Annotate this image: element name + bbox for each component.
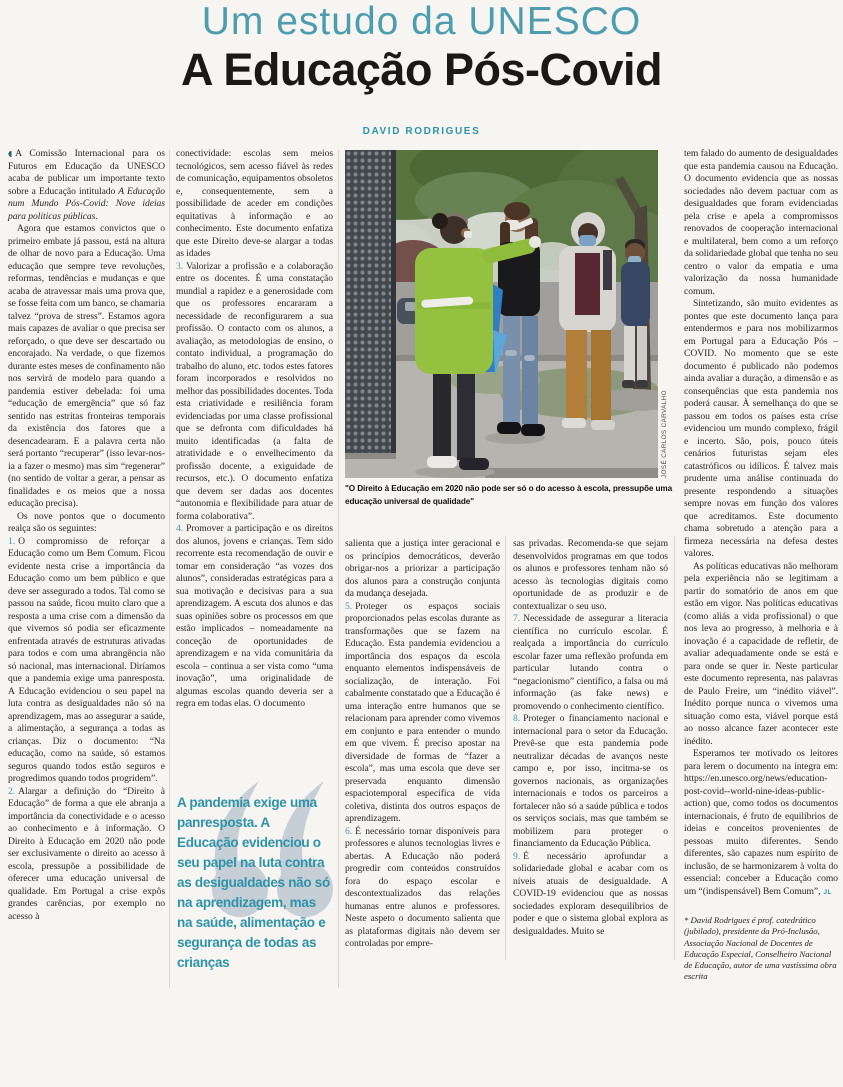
photo-caption: "O Direito à Educação em 2020 não pode ser só o do acesso à escola, pressupõe uma educação universal de qualidade" — [345, 484, 673, 506]
point-text: Proteger o financiamento nacional e internacional para o setor da Educação. Prevê-se que esta pandemia pode neutralizar décadas de avanços neste campo e, por isso, incitma-se os governos nacionais, as organizações internacionais e todos os parceiros a fortalecer não só a saúde pública e todos os serviços sociais, mas que também se mobilizem para proteger o financiamento da Educação Pública. — [513, 713, 668, 849]
author-footnote: * David Rodrigues é prof. catedrático (jubilado), presidente da Pró-Inclusão, Associação Nacional de Docentes de Educação Especial, Conselheiro Nacional de Educação, autor de uma vastíssima obra escrita — [684, 915, 837, 982]
point-text: O compromisso de reforçar a Educação como um Bem Comum. Ficou evidente nesta crise a importância da Educação como um bem público e que deve ser assegurado a todos. Tal como se passou na saúde, ficou muito claro que a resposta a uma crise com a dimensão da que vivemos só podia ser eficazmente enfrentada através de estruturas ativadas para todos e com uma abrangência não só nacional, mas internacional. Diríamos que a pandemia exige uma panresposta. A Educação evidenciou o seu papel na luta contra as desigualdades não só na aprendizagem, mas ao assegurar a saúde, a alimentação, a segurança a todas as crianças. Diz o documento: “Na educação, como na saúde, só estamos seguros quando todos estão seguros e progredimos quando todos progridem”. — [8, 535, 165, 784]
point-number: 6. — [345, 825, 353, 837]
point-text: Necessidade de assegurar a literacia científica no currículo escolar. É realçada a importância do currículo escolar fazer uma reflexão profunda em particular lutando contra o “negacionismo” científico, a falsa ou má informação (as fake news) e promovendo o conhecimento científico. — [513, 613, 668, 712]
text-column-5 — [684, 148, 838, 983]
point-number: 4. — [176, 523, 184, 534]
numbered-point — [8, 536, 165, 786]
numbered-point — [513, 613, 668, 713]
paragraph: As políticas educativas não melhoram pela experiência não se legitimam a partir do somatório de anos em que estão em vigor. Nas políticas educativas (como aliás a vida profissional) o que nos leva ao progresso, à melhoria e à inovação é a capacidade de refletir, de avaliar adequadamente onde se está e para onde se quer ir. Neste particular este documento representa, nas palavras de Paulo Freire, um “inédito viável”. Inédito porque nunca o vivemos uma situação como esta, viável porque está ao nosso alcance fazer acontecer este inédito. — [684, 560, 838, 747]
point-text: É necessário tornar disponíveis para professores e alunos tecnologias livres e abertas. A Educação não poderá progredir com conteúdos construídos fora do espaço escolar e descontextualizados das relações humanas entre alunos e professores. Neste aspeto o documento salienta que as plataformas digitais não devem ser controladas por empre- — [345, 825, 500, 949]
numbered-point — [513, 851, 668, 939]
point-text: É necessário aprofundar a solidariedade global e acabar com os níveis atuais de desigualdade. A COVID-19 evidenciou que as nossas sociedades exploram desequilíbrios de poder e que o sistema global explora as desigualdades. Muito se — [513, 850, 668, 937]
paragraph-text: Esperamos ter motivado os leitores para lerem o documento na íntegra em: https://en.unesco.org/news/education-post-covid--world-nine-ideas-public-action) que, como todos os documentos internacionais, é fruto de equilíbrios de ideias e conceitos provenientes de pessoas muito diferentes. Sendo diferentes, são capazes num espírito de inclusão, de se harmonizarem à volta do essencial: conceber a Educação como um “(indispensável) Bem Comum”, — [684, 748, 838, 897]
paragraph-text: A Comissão Internacional para os Futuros em Educação da UNESCO acaba de publicar um importante texto sobre a Educação intitulado — [8, 148, 165, 197]
point-text: Promover a participação e os direitos dos alunos, jovens e crianças. Tem sido recorrente esta recomendação de ouvir e tomar em consideração “as vozes dos alunos”, consideradas estratégicas para a sua motivação e decisivas para a sua aprendizagem. A escuta dos alunos e das suas opiniões sobre os processos em que estão implicados – nomeadamente na conceção de oportunidades de aprendizagem e na vida comunitária da escola – continua a ser vista como “uma inovação”, uma originalidade de algumas escolas quando deveria ser a regra em todas elas. O documento — [176, 523, 333, 709]
article-byline: DAVID RODRIGUES — [362, 126, 481, 137]
point-number: 2. — [8, 785, 16, 797]
numbered-point — [345, 826, 500, 951]
article-kicker: Um estudo da UNESCO — [201, 0, 642, 43]
point-number: 7. — [513, 613, 521, 624]
point-number: 9. — [513, 850, 521, 862]
paragraph: salienta que a justiça inter geracional e os princípios democráticos, deverão obrigar-nos a priorizar a participação dos alunos para a construção conjunta da mudança desejada. — [345, 538, 500, 599]
article-photo — [345, 150, 658, 478]
point-text: Proteger os espaços sociais proporcionados pelas escolas durante as transformações que se fazem na Educação. Esta pandemia evidenciou a importância dos espaços da escola enquanto elementos indispensáveis de socialização, de interação. Foi cabalmente constatado que a Educação é uma interação entre humanos que se relacionam para aprender como vivemos em conjunto e para entender o mundo em que vivem. É preciso apostar na diversidade de formas de “fazer a escola”, mas uma escola que deve ser preservada enquanto dimensão espaciotemporal específica de vida coletiva, distinta dos outros espaços de aprendizagem. — [345, 600, 500, 824]
column-rule — [505, 536, 506, 960]
article-title: A Educação Pós-Covid — [181, 44, 662, 95]
end-of-article-mark: JL — [823, 888, 833, 896]
photo-illustration — [345, 150, 658, 478]
paragraph: Os nove pontos que o documento realça são os seguintes: — [8, 510, 165, 534]
numbered-point — [8, 786, 165, 924]
column-rule — [674, 536, 675, 960]
photo-credit: JOSÉ CARLOS CARVALHO — [661, 390, 668, 478]
column-rule — [169, 150, 170, 988]
point-number: 1. — [8, 535, 16, 547]
paragraph: tem falado do aumento de desigualdades que esta pandemia causou na Educação. O documento evidencia que as nossas sociedades não devem pactuar com as desigualdades que foram evidenciadas pela crise e apela a compromissos renovados de cooperação internacional e multilateral, bem como a um reforço da solidariedade global que tenha no seu centro o valor da empatia e uma valorização da nossa humanidade comum. — [684, 148, 838, 297]
article-start-icon: ◖ — [8, 149, 13, 158]
point-text: Alargar a definição do “Direito à Educação” de forma a que ele abranja a importância da conectividade e o acesso ao conhecimento e à informação. O Direito à Educação em 2020 não pode ser exclusivamente o direito ao acesso à escola, pressupõe a possibilidade de oferecer uma educação universal de qualidade. Em Portugal a crise expôs grandes carências, por exemplo no acesso à — [8, 785, 165, 922]
pull-quote-text: A pandemia exige uma panresposta. A Educação evidenciou o seu papel na luta contra as desigualdades não só na aprendizagem, mas na saúde, alimentação e segurança de todas as crianças — [177, 795, 330, 970]
text-column-4 — [513, 538, 668, 938]
paragraph: sas privadas. Recomenda-se que sejam desenvolvidos programas em que todos os alunos e professores tenham não só acesso às tecnologias digitais como oportunidade de as produzir e de contextualizar o seu uso. — [513, 538, 668, 612]
point-number: 5. — [345, 600, 353, 612]
paragraph — [684, 748, 838, 899]
numbered-point — [345, 601, 500, 826]
numbered-point — [513, 713, 668, 851]
paragraph — [8, 148, 165, 223]
paragraph: Agora que estamos convictos que o primeiro embate já passou, está na altura de olhar de novo para a Educação. Uma educação que sempre teve revoluções, reformas, tendências e mudanças e que acaba de atravessar mais uma prova que, se fosse feita com um banco, se chamaria talvez “prova de stress”. Estamos agora mais capazes de avaliar o que precisa ser reforçado, o que deve ser descartado ou encorajado. Na verdade, o que fizemos durante estes meses de confinamento não nos servirá de modelo para quando a pandemia estiver debelada: foi uma “educação de emergência” que só faz sentido nas estritas fronteiras temporais da existência dos fatores que a desencadearam. E a palavra certa não será portanto “recuperar” (isso levar-nos-ia a fazer o mesmo) mas sim “regenerar” (no sentido de voltar a gerar, a pensar as finalidades e os meios que a nossa educação precisa). — [8, 223, 165, 509]
paragraph: Sintetizando, são muito evidentes as pontes que este documento lança para entendermos e para nos mobilizarmos em Portugal para a Educação Pós – COVID. No momento que se este documento é publicado não podemos ainda avaliar a duração, a dimensão e as consequências que esta pandemia nos poderá causar. À semelhança do que se passou em todos os países esta crise evidenciou um mundo complexo, frágil e incerto. São, pois, pouco úteis cenários futuristas sejam eles catastróficos ou idílicos. É talvez mais prudente uma análise continuada do presente respondendo a situações sempre novas em função dos valores que acreditamos. Este documento chama sobretudo a atenção para a firmeza necessária na defesa destes valores. — [684, 298, 838, 559]
paragraph: conectividade: escolas sem meios tecnológicos, sem acesso fiável às redes de comunicação, equipamentos obsoletos e, consequentemente, sem a possibilidade de aceder em condições equitativas à informação e ao conhecimento. Este documento enfatiza que este Direito deve-se alargar a todas as idades — [176, 148, 333, 259]
numbered-point — [176, 261, 333, 524]
numbered-point — [176, 523, 333, 711]
text-column-2 — [176, 148, 333, 711]
text-column-3 — [345, 538, 500, 951]
book-title-italic: A Educação num Mundo Pós-Covid: Nove ideias para políticas públicas. — [8, 185, 165, 222]
point-number: 3. — [176, 260, 184, 272]
point-text: Valorizar a profissão e a colaboração entre os docentes. É uma constatação mundial a rapidez e a generosidade com que os professores encararam a necessidade de reconfigurarem a sua profissão. O contacto com os alunos, a avaliação, as metodologias de ensino, o contato individual, a programação do trabalho do aluno, etc. todos estes fatores foram incorporados e resolvidos no melhor das possibilidades docentes. Toda esta criatividade e resiliência foram evidenciadas por uma classe profissional que se defronta com dificuldades há muito identificadas (a falta de atratividade e o envelhecimento da profissão docente, a exiguidade de recursos, etc.). O documento enfatiza que devem ser dadas aos docentes “autonomia e flexibilidade para atuar de forma colaborativa”. — [176, 260, 333, 522]
text-column-1 — [8, 148, 165, 923]
pull-quote — [177, 793, 333, 993]
point-number: 8. — [513, 713, 521, 724]
